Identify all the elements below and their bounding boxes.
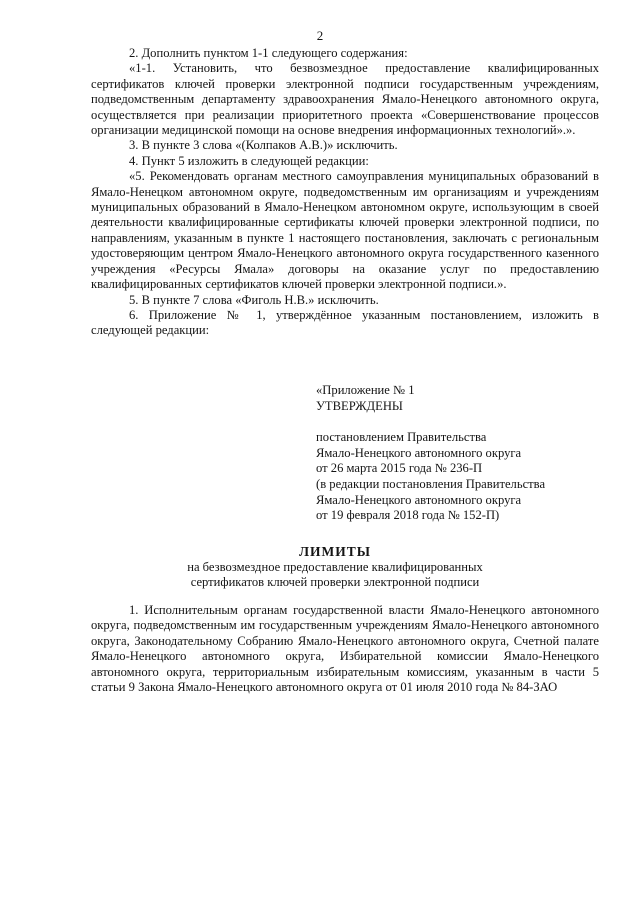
limits-subtitle-line-1: на безвозмездное предоставление квалифицированных [187, 560, 483, 574]
amendment-item-6: 6. Приложение № 1, утверждённое указанным постановлением, изложить в следующей редакции: [91, 307, 599, 338]
approved-label: УТВЕРЖДЕНЫ [316, 398, 403, 413]
limits-title: ЛИМИТЫ [298, 544, 372, 559]
amendments-section [91, 46, 599, 339]
amendment-item-2-intro: 2. Дополнить пунктом 1-1 следующего содержания: [129, 46, 408, 60]
approval-revision-note: (в редакции постановления Правительства [316, 476, 546, 491]
limits-item-1: 1. Исполнительным органам государственной власти Ямало-Ненецкого автономного округа, подведомственным им государственным учреждениям Ямало-Ненецкого автономного округа, Законодательному Собранию Ямало-Ненецкого автономного округа, Счетной палате Ямало-Ненецкого автономного округа, Избирательной комиссии Ямало-Ненецкого автономного округа, территориальным избирательным комиссиям, указанным в части 5 статьи 9 Закона Ямало-Ненецкого автономного округа от 01 июля 2010 года № 84-ЗАО [91, 603, 599, 695]
page-number: 2 [316, 28, 324, 43]
approval-region: Ямало-Ненецкого автономного округа [316, 445, 522, 460]
amendment-item-2-text: «1-1. Установить, что безвозмездное предоставление квалифицированных сертификатов ключей проверки электронной подписи государственным учреждениям, подведомственным департаменту здравоохранения Ямало-Ненецкого автономного округа, осуществляется при реализации приоритетного проекта «Совершенствование процессов организации медицинской помощи на основе внедрения информационных технологий».». [91, 61, 599, 138]
amendment-item-4-text: «5. Рекомендовать органам местного самоуправления муниципальных образований в Ямало-Ненецком автономном округе, подведомственным им организациям и учреждениям муниципальных образований в Ямало-Ненецком автономном округе, использующим в своей деятельности квалифицированные сертификаты ключей проверки электронной подписи, по направлениям, указанным в пункте 1 настоящего постановления, заключать с региональным удостоверяющим центром Ямало-Ненецкого автономного округа государственного казенного учреждения «Ресурсы Ямала» договоры на оказание услуг по предоставлению квалифицированных сертификатов ключей проверки электронной подписи.». [91, 169, 599, 292]
amendment-item-3: 3. В пункте 3 слова «(Колпаков А.В.)» исключить. [129, 138, 398, 153]
approval-revision-region: Ямало-Ненецкого автономного округа [316, 492, 522, 507]
limits-subtitle-line-2: сертификатов ключей проверки электронной подписи [190, 575, 480, 590]
appendix-label: «Приложение № 1 [316, 383, 415, 397]
limits-heading [0, 543, 640, 590]
approval-stamp-block [316, 383, 616, 524]
limits-subtitle [30, 560, 640, 590]
approval-resolution: постановлением Правительства [316, 430, 487, 445]
amendment-item-4-intro: 4. Пункт 5 изложить в следующей редакции: [129, 153, 369, 168]
limits-section [91, 603, 599, 695]
amendment-item-5: 5. В пункте 7 слова «Фиголь Н.В.» исключить. [129, 292, 379, 307]
approval-date-original: от 26 марта 2015 года № 236-П [316, 461, 483, 476]
approval-date-revision: от 19 февраля 2018 года № 152-П) [316, 508, 500, 523]
